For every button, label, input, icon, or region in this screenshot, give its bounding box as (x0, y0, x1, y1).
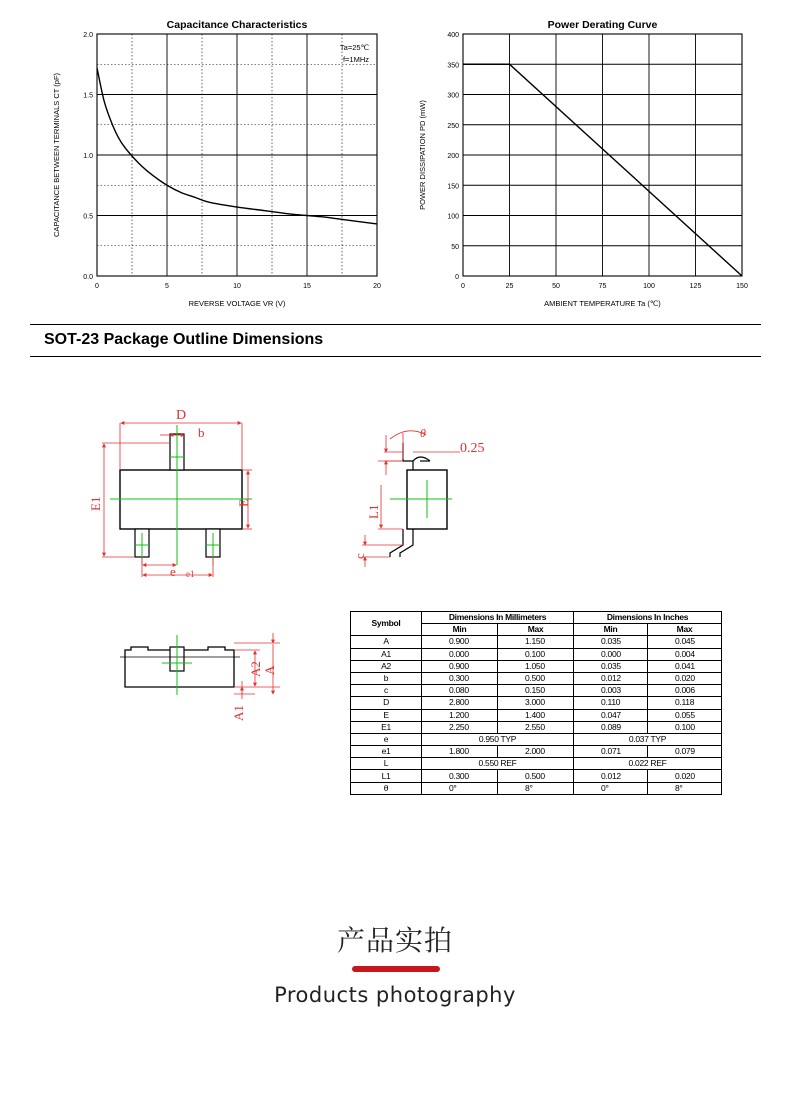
chart-annotation: Ta=25℃ (339, 43, 369, 52)
table-cell: A1 (351, 648, 422, 660)
chart-title: Power Derating Curve (547, 19, 658, 31)
table-cell: 8° (498, 782, 574, 794)
capacitance-chart (40, 10, 390, 315)
y-tick-label: 150 (447, 183, 459, 191)
table-cell: 1.800 (422, 746, 498, 758)
label-A2: A2 (248, 661, 263, 677)
table-cell: e1 (351, 746, 422, 758)
table-cell: 0.006 (648, 685, 722, 697)
header-mm-min: Min (422, 624, 498, 636)
table-cell: 0.500 (498, 672, 574, 684)
front-view (120, 633, 280, 721)
table-cell: 2.000 (498, 746, 574, 758)
header-in-max: Max (648, 624, 722, 636)
table-cell: 0.900 (422, 636, 498, 648)
table-row (351, 672, 722, 684)
table-row (351, 660, 722, 672)
y-tick-label: 300 (447, 92, 459, 100)
chart-annotation: f=1MHz (342, 55, 369, 64)
table-cell: 0.004 (648, 648, 722, 660)
top-view (88, 408, 252, 579)
table-cell: 2.250 (422, 721, 498, 733)
x-tick-label: 10 (233, 283, 241, 290)
table-cell: 0.079 (648, 746, 722, 758)
table-cell: 0.035 (574, 660, 648, 672)
label-c: c (352, 553, 367, 559)
table-cell: 0.089 (574, 721, 648, 733)
x-tick-label: 50 (552, 283, 560, 290)
label-b: b (198, 425, 205, 440)
table-cell: L1 (351, 770, 422, 782)
y-tick-label: 50 (451, 243, 459, 251)
label-theta: θ (420, 426, 426, 440)
table-cell: 0.012 (574, 770, 648, 782)
x-tick-label: 0 (461, 283, 465, 290)
x-tick-label: 5 (165, 283, 169, 290)
table-cell: c (351, 685, 422, 697)
chart-title: Capacitance Characteristics (166, 19, 308, 31)
table-cell: 0.000 (422, 648, 498, 660)
table-cell: 0.037 TYP (574, 733, 722, 745)
table-cell: 1.200 (422, 709, 498, 721)
table-cell: b (351, 672, 422, 684)
label-lead-thickness: 0.25 (460, 441, 485, 456)
y-axis-label: POWER DISSIPATION PD (mW) (418, 100, 427, 210)
table-cell: 0.012 (574, 672, 648, 684)
label-L1: L1 (366, 504, 381, 519)
y-tick-label: 400 (447, 32, 459, 39)
table-row (351, 685, 722, 697)
table-cell: 0.055 (648, 709, 722, 721)
y-tick-label: 0.0 (83, 274, 93, 281)
table-row (351, 709, 722, 721)
table-cell: 0.020 (648, 770, 722, 782)
section-rule-bottom (30, 356, 761, 357)
y-tick-label: 350 (447, 62, 459, 70)
table-cell: 1.050 (498, 660, 574, 672)
header-mm-max: Max (498, 624, 574, 636)
header-in-min: Min (574, 624, 648, 636)
label-e: e (170, 564, 176, 579)
table-cell: D (351, 697, 422, 709)
label-E: E (236, 499, 251, 507)
label-A1: A1 (231, 705, 246, 721)
table-cell: 1.150 (498, 636, 574, 648)
y-tick-label: 100 (447, 213, 459, 221)
table-cell: 0.000 (574, 648, 648, 660)
table-row (351, 636, 722, 648)
table-cell: 2.800 (422, 697, 498, 709)
side-view (352, 426, 485, 567)
header-in: Dimensions In Inches (574, 612, 722, 624)
y-tick-label: 1.0 (83, 153, 93, 160)
table-cell: 0.041 (648, 660, 722, 672)
table-cell: A2 (351, 660, 422, 672)
table-row (351, 697, 722, 709)
y-axis-label: CAPACITANCE BETWEEN TERMINALS CT (pF) (52, 72, 61, 238)
label-e1: e1 (186, 569, 195, 579)
header-symbol: Symbol (351, 612, 422, 636)
table-cell: 0.045 (648, 636, 722, 648)
table-cell: E1 (351, 721, 422, 733)
table-row (351, 721, 722, 733)
x-tick-label: 25 (505, 283, 514, 290)
table-cell: E (351, 709, 422, 721)
table-row (351, 770, 722, 782)
table-cell: 0.047 (574, 709, 648, 721)
table-cell: 0° (574, 782, 648, 794)
table-cell: 8° (648, 782, 722, 794)
table-cell: 3.000 (498, 697, 574, 709)
y-tick-label: 250 (447, 122, 459, 130)
table-cell: 0.100 (498, 648, 574, 660)
label-E1: E1 (88, 496, 103, 511)
header-mm: Dimensions In Millimeters (422, 612, 574, 624)
products-title-cn: 产品实拍 (336, 924, 453, 957)
table-row (351, 782, 722, 794)
label-A: A (262, 665, 277, 675)
x-tick-label: 20 (373, 283, 381, 290)
table-cell: 0.500 (498, 770, 574, 782)
dimension-table (350, 611, 722, 795)
x-tick-label: 125 (689, 283, 702, 290)
table-cell: 0° (422, 782, 498, 794)
dimension-table-body (351, 636, 722, 794)
x-axis-label: REVERSE VOLTAGE VR (V) (188, 299, 286, 308)
table-cell: 0.080 (422, 685, 498, 697)
table-cell: 0.110 (574, 697, 648, 709)
table-cell: 0.022 REF (574, 758, 722, 770)
table-cell: 0.003 (574, 685, 648, 697)
y-tick-label: 0 (455, 274, 459, 281)
table-cell: e (351, 733, 422, 745)
table-cell: θ (351, 782, 422, 794)
table-cell: 0.035 (574, 636, 648, 648)
y-tick-label: 200 (447, 153, 459, 160)
table-row (351, 746, 722, 758)
y-tick-label: 1.5 (83, 92, 93, 100)
table-cell: 2.550 (498, 721, 574, 733)
table-row (351, 758, 722, 770)
table-cell: 0.300 (422, 770, 498, 782)
label-D: D (176, 408, 187, 423)
x-axis-label: AMBIENT TEMPERATURE Ta (℃) (544, 299, 661, 308)
table-cell: A (351, 636, 422, 648)
x-tick-label: 150 (736, 283, 748, 290)
y-tick-label: 0.5 (83, 213, 93, 221)
table-cell: 0.900 (422, 660, 498, 672)
table-cell: 0.071 (574, 746, 648, 758)
section-title: SOT-23 Package Outline Dimensions (44, 331, 324, 348)
table-cell: 0.550 REF (422, 758, 574, 770)
x-tick-label: 100 (643, 283, 655, 290)
power-derating-chart (418, 10, 760, 315)
table-row (351, 648, 722, 660)
x-tick-label: 15 (303, 283, 311, 290)
table-cell: 0.020 (648, 672, 722, 684)
table-cell: 0.300 (422, 672, 498, 684)
table-cell: 1.400 (498, 709, 574, 721)
y-tick-label: 2.0 (83, 32, 93, 39)
table-cell: 0.150 (498, 685, 574, 697)
table-cell: 0.118 (648, 697, 722, 709)
section-rule-top (30, 324, 761, 325)
table-cell: 0.100 (648, 721, 722, 733)
table-cell: L (351, 758, 422, 770)
products-title-en: Products photography (274, 983, 516, 1007)
table-row (351, 733, 722, 745)
title-accent-bar (352, 966, 440, 972)
x-tick-label: 0 (95, 283, 99, 290)
table-cell: 0.950 TYP (422, 733, 574, 745)
x-tick-label: 75 (598, 283, 607, 290)
